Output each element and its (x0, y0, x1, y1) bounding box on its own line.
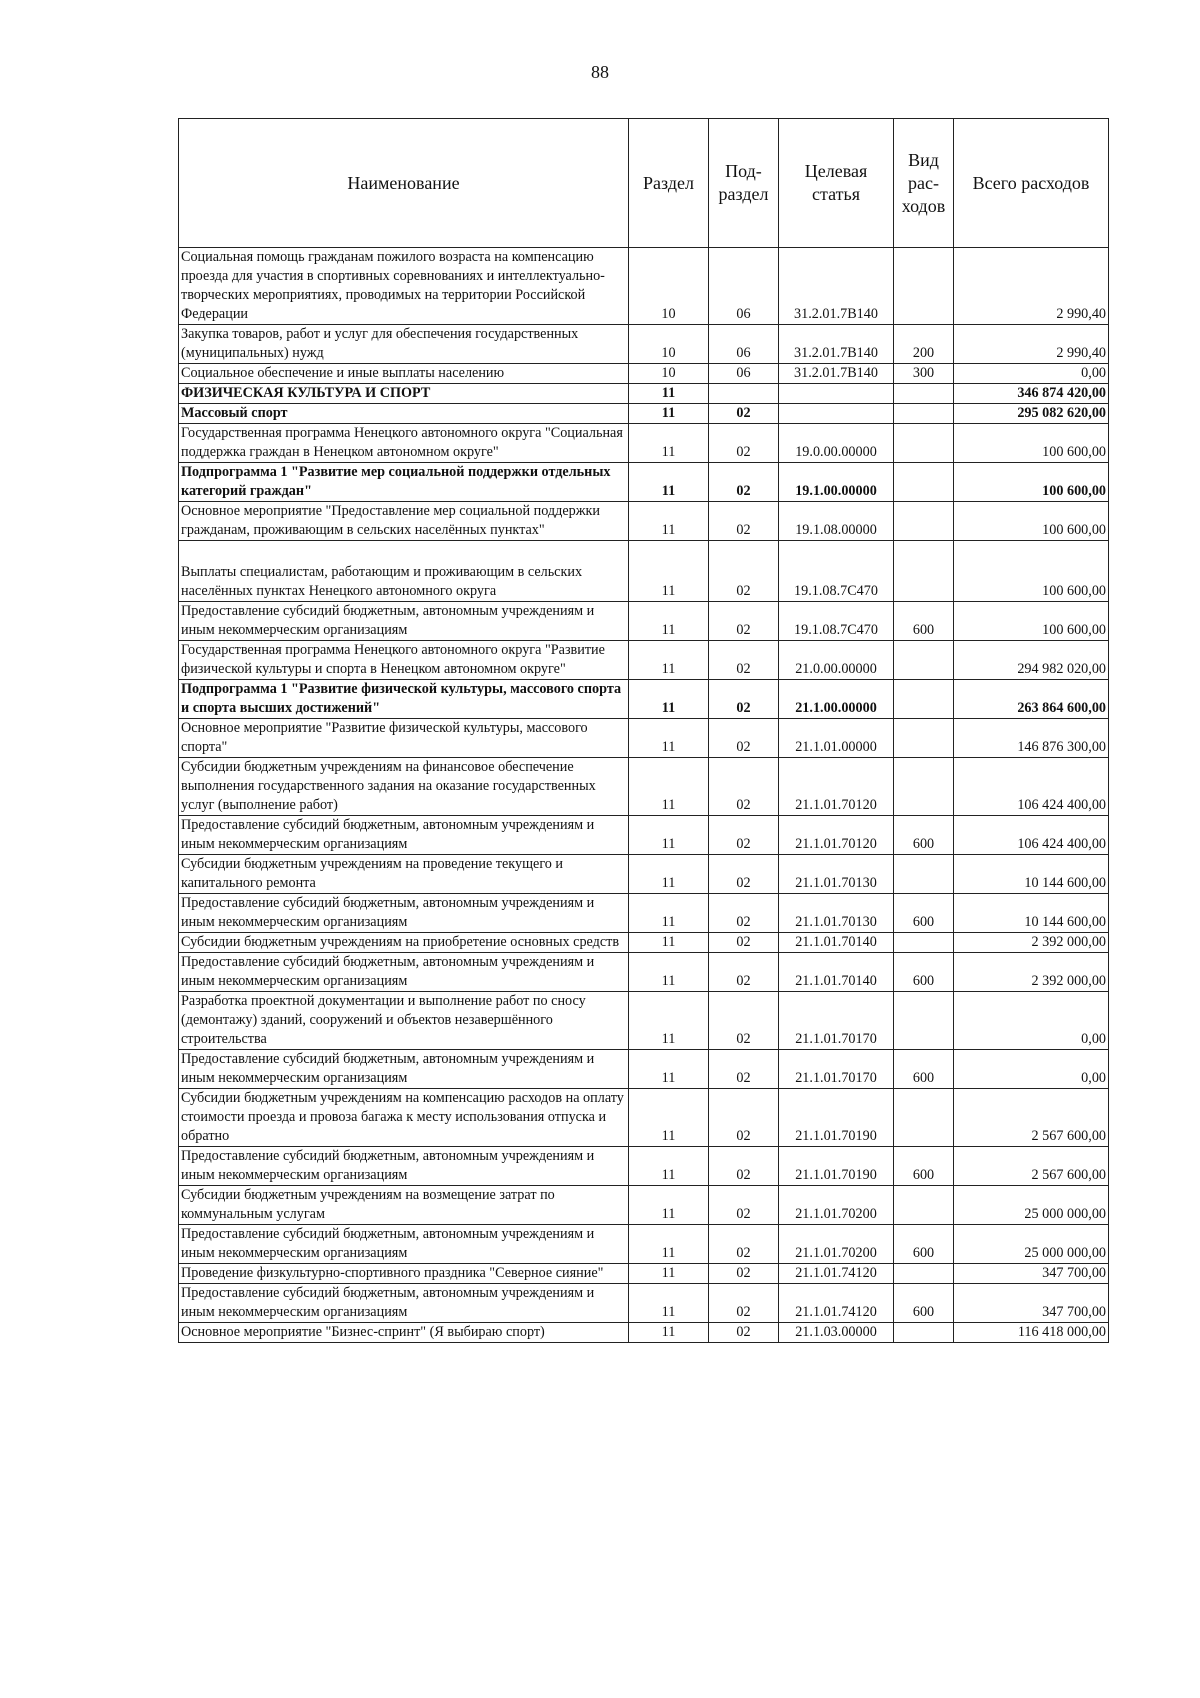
row-target-article: 21.1.01.70120 (779, 816, 894, 855)
row-section: 11 (629, 1089, 709, 1147)
row-expense-type (894, 680, 954, 719)
row-section: 11 (629, 384, 709, 404)
row-subsection: 02 (709, 1050, 779, 1089)
row-target-article: 21.1.01.70190 (779, 1089, 894, 1147)
table-row (179, 384, 1109, 404)
row-target-article: 31.2.01.7В140 (779, 248, 894, 325)
row-name: Подпрограмма 1 "Развитие мер социальной поддержки отдельных категорий граждан" (179, 463, 629, 502)
row-subsection: 02 (709, 816, 779, 855)
row-target-article: 21.1.01.70140 (779, 933, 894, 953)
row-total: 106 424 400,00 (954, 816, 1109, 855)
header-subsection: Под- раздел (709, 119, 779, 248)
row-name: Основное мероприятие "Предоставление мер социальной поддержки гражданам, проживающим в сельских населённых пунктах" (179, 502, 629, 541)
row-expense-type: 600 (894, 894, 954, 933)
row-subsection: 02 (709, 463, 779, 502)
row-expense-type (894, 992, 954, 1050)
header-section: Раздел (629, 119, 709, 248)
row-expense-type (894, 1186, 954, 1225)
row-name: Разработка проектной документации и выполнение работ по сносу (демонтажу) зданий, сооружений и объектов незавершённого строительства (179, 992, 629, 1050)
row-name: Основное мероприятие "Развитие физической культуры, массового спорта" (179, 719, 629, 758)
table-row (179, 463, 1109, 502)
row-subsection: 02 (709, 1323, 779, 1343)
row-total: 263 864 600,00 (954, 680, 1109, 719)
row-total: 25 000 000,00 (954, 1186, 1109, 1225)
table-row (179, 953, 1109, 992)
row-section: 11 (629, 1186, 709, 1225)
row-subsection: 02 (709, 502, 779, 541)
row-target-article: 31.2.01.7В140 (779, 325, 894, 364)
row-expense-type (894, 404, 954, 424)
row-section: 11 (629, 602, 709, 641)
row-name: Предоставление субсидий бюджетным, автономным учреждениям и иным некоммерческим организациям (179, 1284, 629, 1323)
row-subsection: 02 (709, 992, 779, 1050)
row-section: 11 (629, 1264, 709, 1284)
row-subsection: 02 (709, 758, 779, 816)
row-section: 11 (629, 953, 709, 992)
row-section: 11 (629, 424, 709, 463)
row-name: Субсидии бюджетным учреждениям на проведение текущего и капитального ремонта (179, 855, 629, 894)
row-expense-type: 300 (894, 364, 954, 384)
row-name: Подпрограмма 1 "Развитие физической культуры, массового спорта и спорта высших достижений" (179, 680, 629, 719)
table-row (179, 1323, 1109, 1343)
row-total: 346 874 420,00 (954, 384, 1109, 404)
row-name: Предоставление субсидий бюджетным, автономным учреждениям и иным некоммерческим организациям (179, 1225, 629, 1264)
row-total: 347 700,00 (954, 1284, 1109, 1323)
row-name: Государственная программа Ненецкого автономного округа "Социальная поддержка граждан в Ненецком автономном округе" (179, 424, 629, 463)
row-total: 2 567 600,00 (954, 1147, 1109, 1186)
table-row (179, 404, 1109, 424)
page-number: 88 (591, 62, 609, 82)
table-row (179, 602, 1109, 641)
row-target-article: 19.1.00.00000 (779, 463, 894, 502)
row-section: 11 (629, 894, 709, 933)
row-target-article: 21.1.01.70200 (779, 1186, 894, 1225)
row-section: 11 (629, 933, 709, 953)
row-section: 11 (629, 463, 709, 502)
table-row (179, 855, 1109, 894)
row-subsection: 02 (709, 1284, 779, 1323)
row-expense-type: 600 (894, 1284, 954, 1323)
row-total: 100 600,00 (954, 424, 1109, 463)
row-total: 2 990,40 (954, 325, 1109, 364)
row-name: Предоставление субсидий бюджетным, автономным учреждениям и иным некоммерческим организациям (179, 894, 629, 933)
row-section: 11 (629, 680, 709, 719)
row-subsection: 06 (709, 364, 779, 384)
row-expense-type (894, 502, 954, 541)
header-target-article: Целевая статья (779, 119, 894, 248)
table-row (179, 1089, 1109, 1147)
row-section: 10 (629, 364, 709, 384)
row-subsection (709, 384, 779, 404)
row-name: Предоставление субсидий бюджетным, автономным учреждениям и иным некоммерческим организациям (179, 953, 629, 992)
row-total: 100 600,00 (954, 541, 1109, 602)
row-total: 25 000 000,00 (954, 1225, 1109, 1264)
row-subsection: 02 (709, 933, 779, 953)
row-name: Предоставление субсидий бюджетным, автономным учреждениям и иным некоммерческим организациям (179, 1147, 629, 1186)
row-expense-type (894, 1089, 954, 1147)
row-total: 100 600,00 (954, 463, 1109, 502)
row-section: 11 (629, 992, 709, 1050)
row-subsection: 06 (709, 248, 779, 325)
table-row (179, 364, 1109, 384)
row-subsection: 02 (709, 680, 779, 719)
row-name: Субсидии бюджетным учреждениям на финансовое обеспечение выполнения государственного задания на оказание государственных услуг (выполнение работ) (179, 758, 629, 816)
row-subsection: 02 (709, 602, 779, 641)
row-total: 0,00 (954, 364, 1109, 384)
row-expense-type (894, 641, 954, 680)
row-target-article: 21.1.01.70200 (779, 1225, 894, 1264)
row-name: Субсидии бюджетным учреждениям на приобретение основных средств (179, 933, 629, 953)
row-subsection: 02 (709, 855, 779, 894)
row-target-article: 21.1.01.70130 (779, 894, 894, 933)
row-target-article: 19.1.08.7С470 (779, 602, 894, 641)
row-section: 11 (629, 758, 709, 816)
row-subsection: 02 (709, 1089, 779, 1147)
table-row (179, 1264, 1109, 1284)
table-row (179, 424, 1109, 463)
budget-table (178, 118, 1109, 1343)
row-section: 11 (629, 1323, 709, 1343)
row-section: 11 (629, 404, 709, 424)
row-total: 10 144 600,00 (954, 855, 1109, 894)
row-expense-type (894, 463, 954, 502)
row-total: 295 082 620,00 (954, 404, 1109, 424)
table-row (179, 992, 1109, 1050)
row-target-article: 19.1.08.00000 (779, 502, 894, 541)
row-total: 2 392 000,00 (954, 933, 1109, 953)
row-section: 11 (629, 641, 709, 680)
table-row (179, 1147, 1109, 1186)
row-section: 11 (629, 1050, 709, 1089)
row-expense-type: 600 (894, 602, 954, 641)
row-total: 106 424 400,00 (954, 758, 1109, 816)
row-target-article: 19.1.08.7С470 (779, 541, 894, 602)
row-total: 146 876 300,00 (954, 719, 1109, 758)
row-expense-type (894, 541, 954, 602)
table-row (179, 1050, 1109, 1089)
row-total: 2 567 600,00 (954, 1089, 1109, 1147)
row-expense-type (894, 1264, 954, 1284)
table-row (179, 502, 1109, 541)
row-section: 11 (629, 1284, 709, 1323)
row-name: Предоставление субсидий бюджетным, автономным учреждениям и иным некоммерческим организациям (179, 602, 629, 641)
row-name: Предоставление субсидий бюджетным, автономным учреждениям и иным некоммерческим организациям (179, 1050, 629, 1089)
row-total: 0,00 (954, 992, 1109, 1050)
row-total: 2 392 000,00 (954, 953, 1109, 992)
row-subsection: 02 (709, 1186, 779, 1225)
row-expense-type (894, 248, 954, 325)
table-row (179, 1225, 1109, 1264)
row-subsection: 02 (709, 719, 779, 758)
row-total: 116 418 000,00 (954, 1323, 1109, 1343)
table-row (179, 1284, 1109, 1323)
row-expense-type (894, 933, 954, 953)
row-name: Закупка товаров, работ и услуг для обеспечения государственных (муниципальных) нужд (179, 325, 629, 364)
table-row (179, 680, 1109, 719)
row-section: 11 (629, 719, 709, 758)
row-target-article: 21.0.00.00000 (779, 641, 894, 680)
row-name: Социальная помощь гражданам пожилого возраста на компенсацию проезда для участия в спортивных соревнованиях и интеллектуально-творческих мероприятиях, проводимых на территории Российской Федерации (179, 248, 629, 325)
row-name: Социальное обеспечение и иные выплаты населению (179, 364, 629, 384)
row-target-article (779, 384, 894, 404)
row-expense-type: 200 (894, 325, 954, 364)
table-row (179, 894, 1109, 933)
row-name: ФИЗИЧЕСКАЯ КУЛЬТУРА И СПОРТ (179, 384, 629, 404)
row-name: Субсидии бюджетным учреждениям на возмещение затрат по коммунальным услугам (179, 1186, 629, 1225)
row-total: 0,00 (954, 1050, 1109, 1089)
row-target-article: 21.1.03.00000 (779, 1323, 894, 1343)
row-expense-type: 600 (894, 1050, 954, 1089)
row-subsection: 02 (709, 894, 779, 933)
row-section: 11 (629, 502, 709, 541)
header-expense-type: Вид рас- ходов (894, 119, 954, 248)
row-name: Субсидии бюджетным учреждениям на компенсацию расходов на оплату стоимости проезда и провоза багажа к месту использования отпуска и обратно (179, 1089, 629, 1147)
row-target-article (779, 404, 894, 424)
row-total: 100 600,00 (954, 602, 1109, 641)
row-total: 347 700,00 (954, 1264, 1109, 1284)
row-expense-type (894, 424, 954, 463)
row-expense-type (894, 1323, 954, 1343)
row-subsection: 06 (709, 325, 779, 364)
row-name: Предоставление субсидий бюджетным, автономным учреждениям и иным некоммерческим организациям (179, 816, 629, 855)
row-section: 11 (629, 541, 709, 602)
row-target-article: 21.1.01.70140 (779, 953, 894, 992)
row-section: 11 (629, 1147, 709, 1186)
row-expense-type: 600 (894, 1147, 954, 1186)
row-target-article: 31.2.01.7В140 (779, 364, 894, 384)
row-section: 11 (629, 1225, 709, 1264)
row-target-article: 21.1.01.74120 (779, 1264, 894, 1284)
row-target-article: 21.1.01.70170 (779, 1050, 894, 1089)
table-row (179, 325, 1109, 364)
table-row (179, 933, 1109, 953)
row-target-article: 21.1.01.70190 (779, 1147, 894, 1186)
row-subsection: 02 (709, 424, 779, 463)
table-row (179, 541, 1109, 602)
table-row (179, 641, 1109, 680)
row-expense-type (894, 758, 954, 816)
row-name: Государственная программа Ненецкого автономного округа "Развитие физической культуры и спорта в Ненецком автономном округе" (179, 641, 629, 680)
row-target-article: 19.0.00.00000 (779, 424, 894, 463)
row-subsection: 02 (709, 541, 779, 602)
row-expense-type: 600 (894, 816, 954, 855)
row-subsection: 02 (709, 1225, 779, 1264)
row-name: Выплаты специалистам, работающим и проживающим в сельских населённых пунктах Ненецкого автономного округа (179, 541, 629, 602)
row-section: 11 (629, 816, 709, 855)
row-target-article: 21.1.00.00000 (779, 680, 894, 719)
row-subsection: 02 (709, 404, 779, 424)
row-target-article: 21.1.01.70130 (779, 855, 894, 894)
table-header-row (179, 119, 1109, 248)
row-target-article: 21.1.01.70120 (779, 758, 894, 816)
table-row (179, 816, 1109, 855)
row-target-article: 21.1.01.70170 (779, 992, 894, 1050)
row-section: 11 (629, 855, 709, 894)
table-row (179, 248, 1109, 325)
row-subsection: 02 (709, 953, 779, 992)
row-name: Основное мероприятие "Бизнес-спринт" (Я выбираю спорт) (179, 1323, 629, 1343)
row-name: Массовый спорт (179, 404, 629, 424)
row-target-article: 21.1.01.74120 (779, 1284, 894, 1323)
row-total: 100 600,00 (954, 502, 1109, 541)
row-total: 10 144 600,00 (954, 894, 1109, 933)
row-subsection: 02 (709, 641, 779, 680)
row-expense-type: 600 (894, 953, 954, 992)
row-name: Проведение физкультурно-спортивного праздника "Северное сияние" (179, 1264, 629, 1284)
row-expense-type: 600 (894, 1225, 954, 1264)
row-expense-type (894, 719, 954, 758)
row-total: 294 982 020,00 (954, 641, 1109, 680)
row-section: 10 (629, 325, 709, 364)
row-expense-type (894, 855, 954, 894)
row-expense-type (894, 384, 954, 404)
row-subsection: 02 (709, 1264, 779, 1284)
table-row (179, 719, 1109, 758)
row-total: 2 990,40 (954, 248, 1109, 325)
row-subsection: 02 (709, 1147, 779, 1186)
table-row (179, 1186, 1109, 1225)
header-total: Всего расходов (954, 119, 1109, 248)
table-row (179, 758, 1109, 816)
row-target-article: 21.1.01.00000 (779, 719, 894, 758)
row-section: 10 (629, 248, 709, 325)
header-name: Наименование (179, 119, 629, 248)
